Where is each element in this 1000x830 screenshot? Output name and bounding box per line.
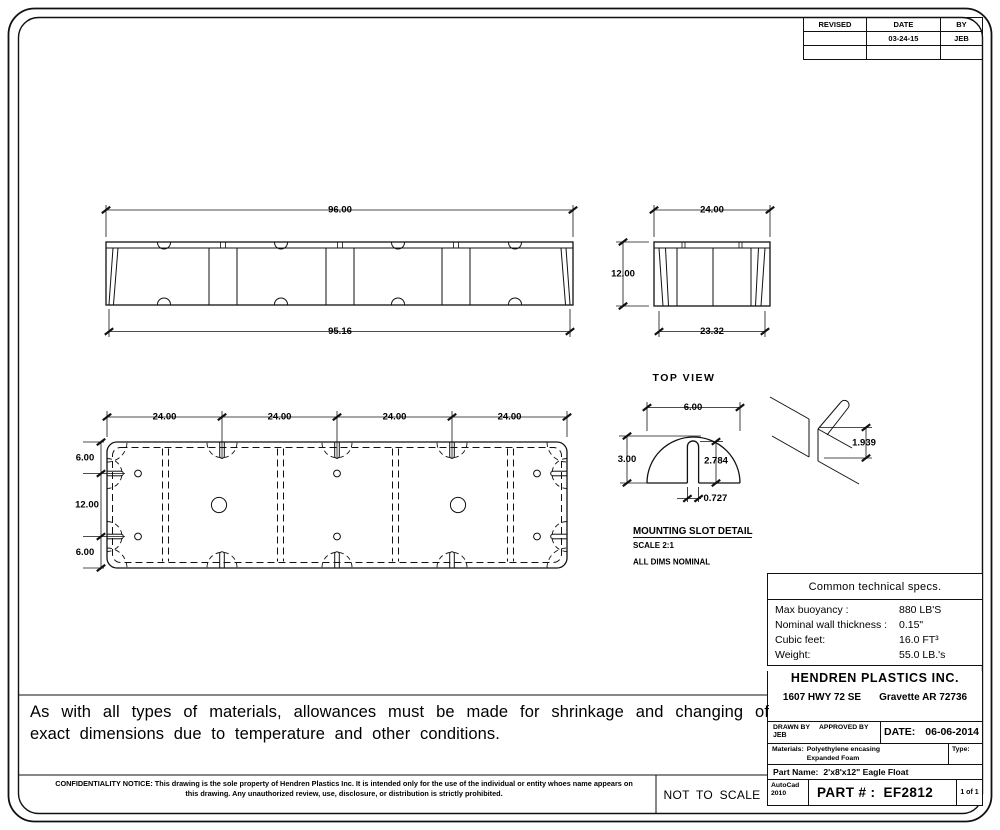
revision-cell-by: JEB bbox=[940, 32, 982, 46]
end-height-dim: 12.00 bbox=[611, 268, 635, 280]
slot-width-dim: 6.00 bbox=[683, 402, 703, 413]
software-line2: 2010 bbox=[771, 790, 787, 797]
spec-label: Nominal wall thickness : bbox=[775, 619, 888, 631]
part-number-label: PART # : bbox=[817, 784, 876, 800]
materials-label: Materials: bbox=[772, 746, 804, 753]
revision-cell-revised bbox=[804, 32, 867, 46]
software-line1: AutoCad bbox=[771, 782, 800, 789]
slot-depth-dim: 2.784 bbox=[704, 455, 728, 467]
end-width-bottom-dim: 23.32 bbox=[700, 326, 724, 337]
title-block bbox=[767, 573, 983, 806]
revision-header-revised: REVISED bbox=[804, 18, 867, 32]
spec-value: 880 LB'S bbox=[899, 604, 942, 616]
slot-slotwidth-dim: 0.727 bbox=[703, 493, 728, 504]
slot-detail-title: MOUNTING SLOT DETAIL bbox=[633, 526, 753, 537]
side-length-top-dim: 96.00 bbox=[328, 204, 352, 216]
approved-by-label: APPROVED BY bbox=[819, 723, 869, 731]
slot-detail-scale: SCALE 2:1 bbox=[633, 541, 674, 550]
spec-value: 16.0 FT³ bbox=[899, 634, 939, 646]
spec-value: 0.15" bbox=[899, 619, 924, 631]
plan-section-dim-1: 24.00 bbox=[152, 411, 177, 423]
plan-left-dim-3: 6.00 bbox=[75, 547, 95, 558]
plan-section-dim-3: 24.00 bbox=[382, 411, 407, 423]
spec-row-cubic bbox=[775, 633, 975, 648]
spec-row-buoyancy bbox=[775, 603, 975, 618]
revision-table bbox=[803, 17, 983, 60]
specs-box bbox=[767, 573, 983, 666]
mounting-slot-detail bbox=[618, 402, 753, 567]
spec-label: Max buoyancy : bbox=[775, 604, 849, 616]
company-name: HENDREN PLASTICS INC. bbox=[790, 671, 960, 685]
part-name-label: Part Name: bbox=[773, 766, 819, 777]
date-value: 06-06-2014 bbox=[925, 726, 980, 739]
not-to-scale-label: NOT TO SCALE bbox=[663, 787, 761, 802]
spec-label: Weight: bbox=[775, 649, 811, 661]
revision-header-row bbox=[804, 18, 983, 32]
confidentiality-notice: CONFIDENTIALITY NOTICE: This drawing is the sole property of Hendren Plastics Inc. It is intended only for the use of the individual or entity whoes name appears on this drawing. Any unauthorized review, use, disclosure, or distribution is strictly prohibited. bbox=[55, 779, 633, 798]
slot-height-dim: 3.00 bbox=[617, 454, 637, 465]
materials-value: Polyethylene encasing Expanded Foam bbox=[806, 746, 881, 762]
company-box bbox=[767, 671, 983, 722]
sheet-count: 1 of 1 bbox=[960, 788, 979, 796]
revision-header-date: DATE bbox=[866, 18, 940, 32]
company-address-street: 1607 HWY 72 SE bbox=[782, 692, 862, 703]
top-view-caption: TOP VIEW bbox=[652, 372, 716, 384]
drawn-by-value: JEB bbox=[773, 731, 787, 739]
type-label: Type: bbox=[952, 746, 970, 753]
end-view bbox=[611, 205, 774, 385]
plan-section-dim-2: 24.00 bbox=[267, 411, 292, 423]
spec-row-wall bbox=[775, 618, 975, 633]
revision-cell-date-2 bbox=[866, 46, 940, 60]
all-dims-nominal-note: ALL DIMS NOMINAL bbox=[633, 557, 711, 567]
part-name-row bbox=[767, 765, 983, 781]
company-address-city: Gravette AR 72736 bbox=[879, 692, 968, 703]
part-name-value: 2'x8'x12" Eagle Float bbox=[823, 766, 909, 777]
revision-cell-date: 03-24-15 bbox=[866, 32, 940, 46]
lip-dim: 1.939 bbox=[852, 437, 876, 449]
revision-cell-revised-2 bbox=[804, 46, 867, 60]
revision-row-1 bbox=[804, 32, 983, 46]
specs-title: Common technical specs. bbox=[768, 574, 982, 600]
drawn-by-label: DRAWN BY bbox=[773, 723, 811, 731]
spec-label: Cubic feet: bbox=[775, 634, 826, 646]
plan-left-dim-2: 12.00 bbox=[75, 499, 99, 511]
revision-cell-by-2 bbox=[940, 46, 982, 60]
side-view bbox=[102, 205, 577, 338]
end-width-top-dim: 24.00 bbox=[700, 204, 724, 216]
corner-lip-detail bbox=[770, 397, 876, 484]
spec-value: 55.0 LB.'s bbox=[899, 649, 946, 661]
plan-section-dim-4: 24.00 bbox=[497, 411, 522, 423]
shrinkage-note: As with all types of materials, allowances must be made for shrinkage and changing of exact dimensions due to temperature and other conditions. bbox=[30, 703, 769, 743]
drawn-date-row bbox=[767, 722, 983, 745]
plan-left-dim-1: 6.00 bbox=[75, 452, 95, 464]
materials-row bbox=[767, 744, 983, 765]
part-number-row bbox=[767, 780, 983, 806]
revision-row-2 bbox=[804, 46, 983, 60]
plan-view bbox=[75, 411, 571, 571]
side-length-bottom-dim: 95.16 bbox=[328, 326, 352, 337]
part-number-value: EF2812 bbox=[883, 784, 934, 800]
spec-row-weight bbox=[775, 648, 975, 663]
date-label: DATE: bbox=[883, 726, 916, 739]
revision-header-by: BY bbox=[940, 18, 982, 32]
